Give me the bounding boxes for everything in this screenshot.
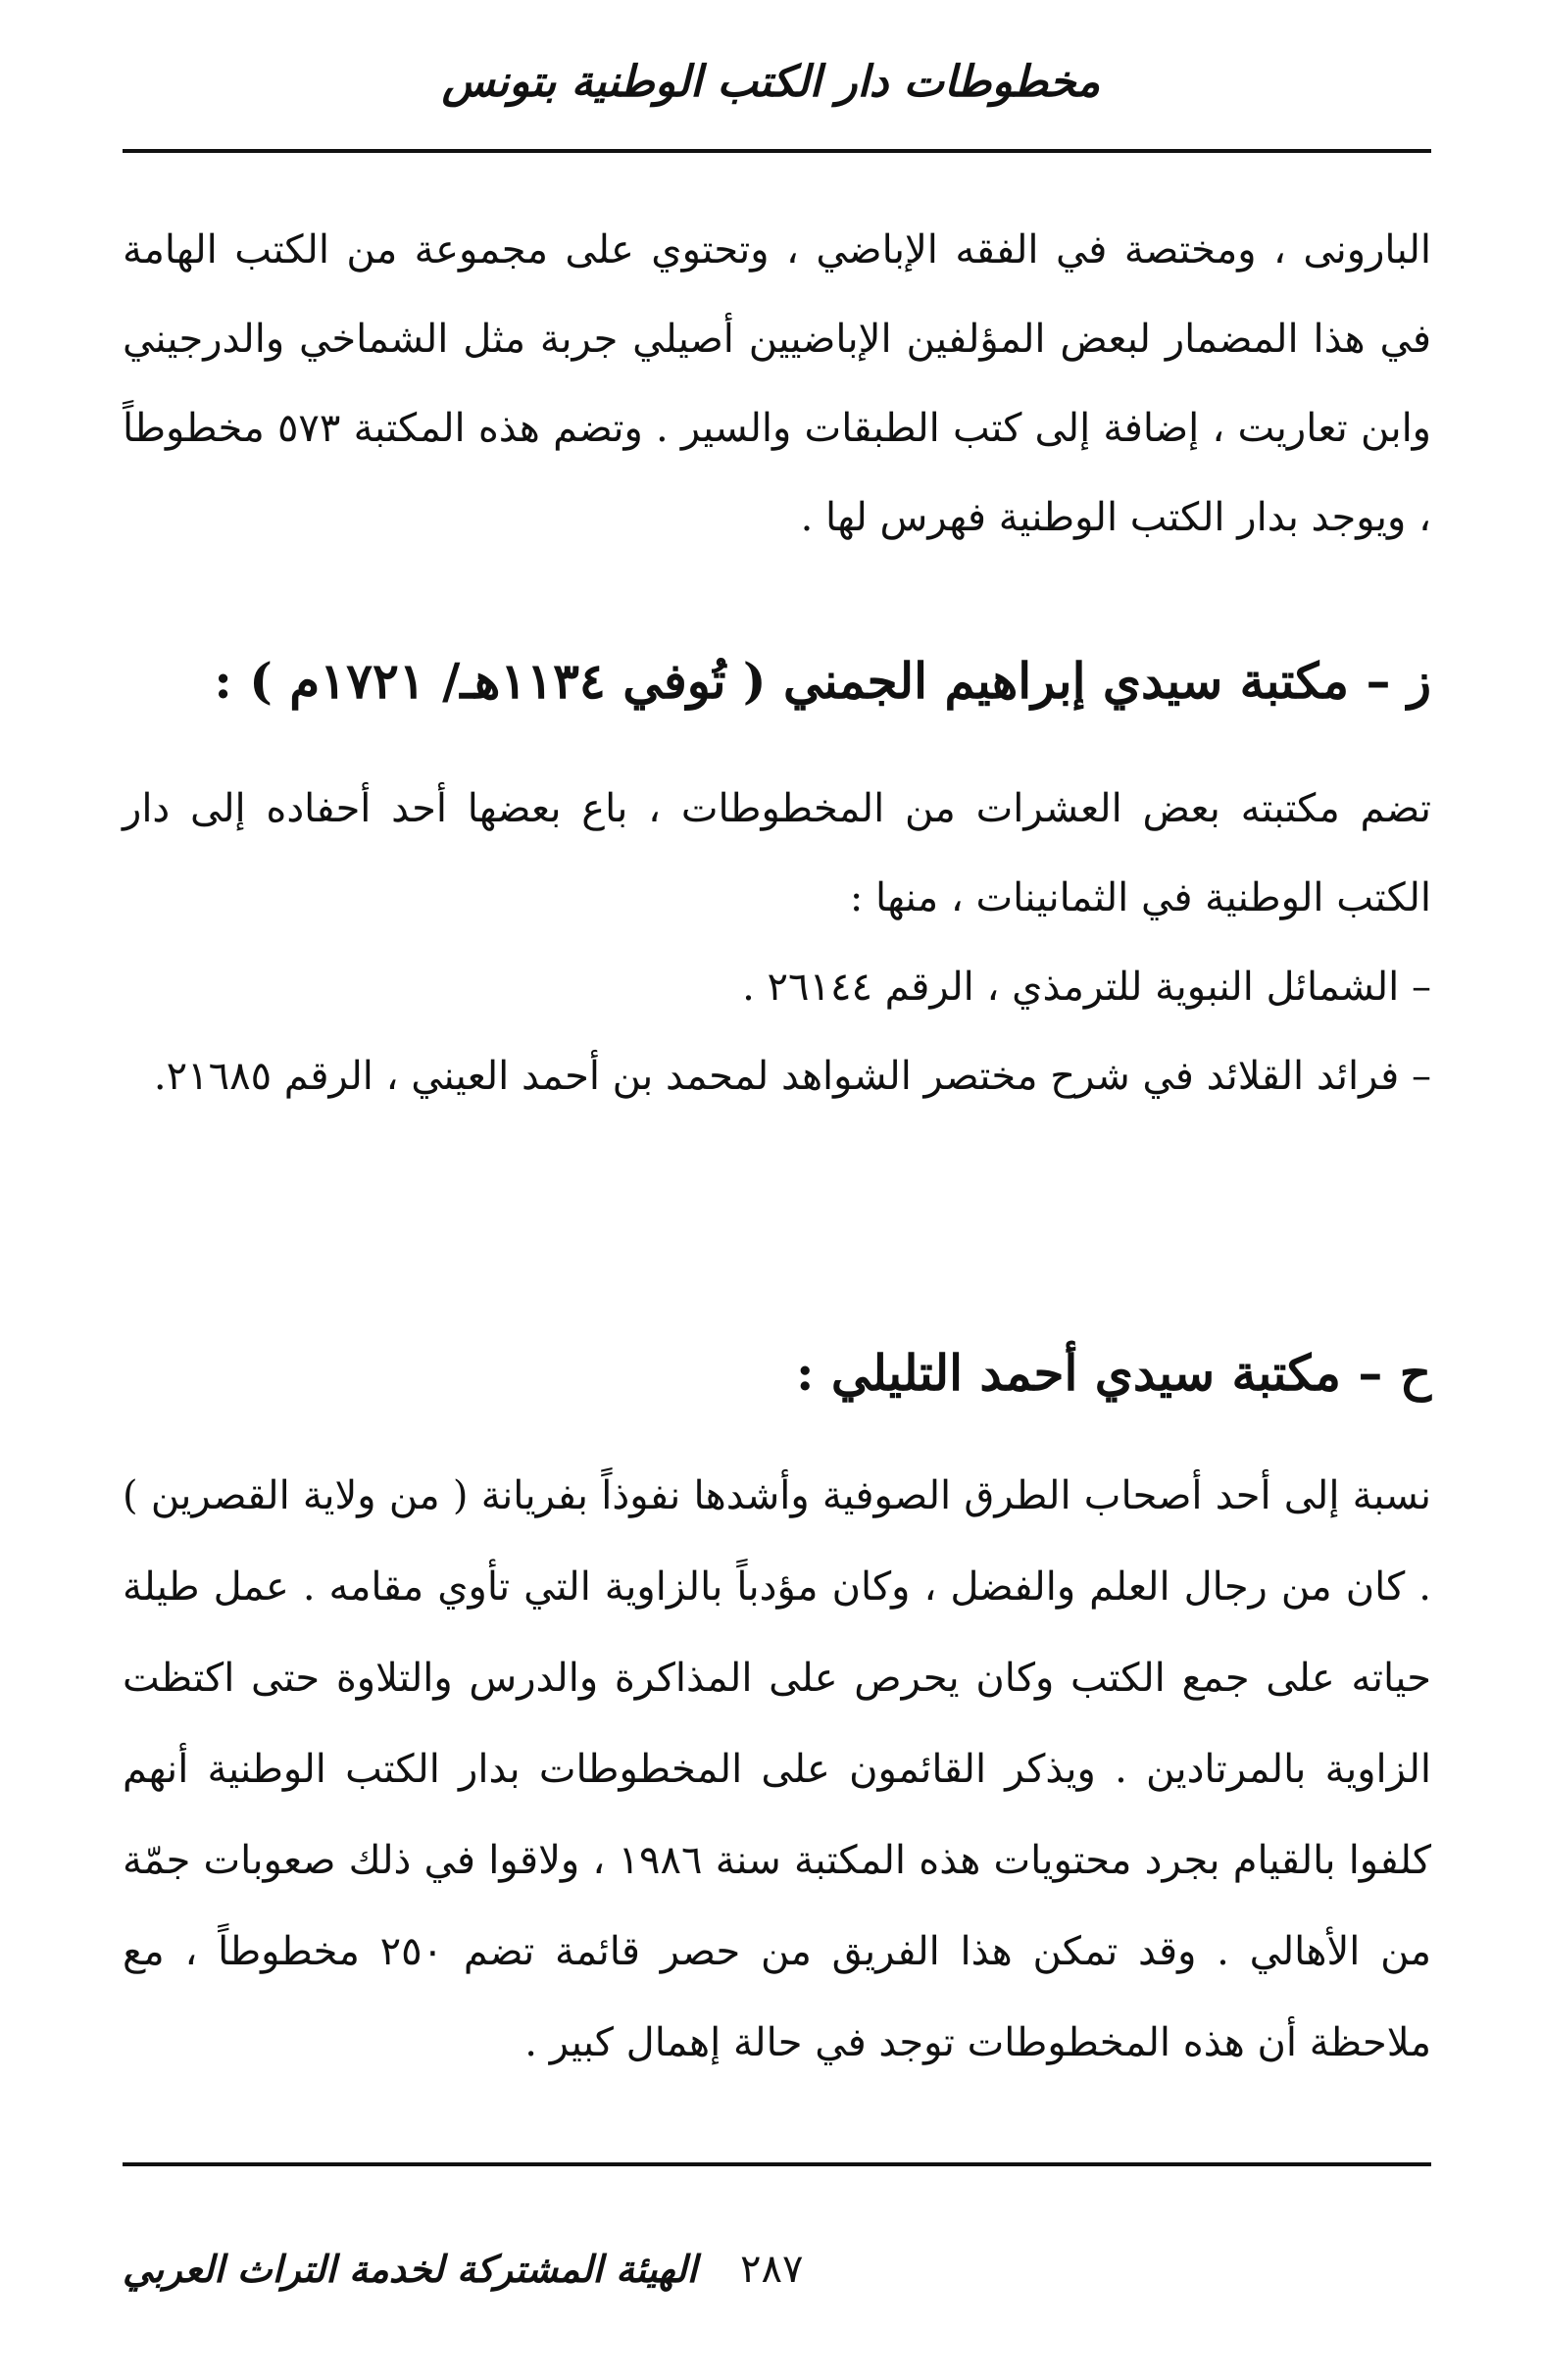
section-intro-jemni: تضم مكتبته بعض العشرات من المخطوطات ، باع بعضها أحد أحفاده إلى دار الكتب الوطنية في الثمانينات ، منها : (123, 786, 1431, 920)
publisher-name: الهيئة المشتركة لخدمة التراث العربي (123, 2247, 698, 2291)
section-heading-tlili: ح – مكتبة سيدي أحمد التليلي : (796, 1344, 1431, 1402)
footer (123, 2247, 1431, 2306)
section-body-jemni (123, 765, 1431, 1121)
paragraph-baruni: البارونى ، ومختصة في الفقه الإباضي ، وتحتوي على مجموعة من الكتب الهامة في هذا المضمار لبعض المؤلفين الإباضيين أصيلي جربة مثل الشماخي والدرجيني وابن تعاريت ، إضافة إلى كتب الطبقات والسير . وتضم هذه المكتبة ٥٧٣ مخطوطاً ، ويوجد بدار الكتب الوطنية فهرس لها . (123, 227, 1432, 540)
page-number: ٢٨٧ (740, 2247, 804, 2292)
list-item: – الشمائل النبوية للترمذي ، الرقم ٢٦١٤٤ . (742, 965, 1431, 1010)
section-heading-jemni: ز – مكتبة سيدي إبراهيم الجمني ( تُوفي ١١٣٤هـ/ ١٧٢١م ) : (214, 652, 1431, 710)
list-item: – فرائد القلائد في شرح مختصر الشواهد لمحمد بن أحمد العيني ، الرقم ٢١٦٨٥. (153, 1054, 1431, 1099)
running-header: مخطوطات دار الكتب الوطنية بتونس (441, 57, 1101, 107)
header-rule (123, 149, 1431, 153)
footer-rule (123, 2162, 1431, 2166)
section-body-tlili: نسبة إلى أحد أصحاب الطرق الصوفية وأشدها نفوذاً بفريانة ( من ولاية القصرين ) . كان من رجال العلم والفضل ، وكان مؤدباً بالزاوية التي تأوي مقامه . عمل طيلة حياته على جمع الكتب وكان يحرص على المذاكرة والدرس والتلاوة حتى اكتظت الزاوية بالمرتادين . ويذكر القائمون على المخطوطات بدار الكتب الوطنية أنهم كلفوا بالقيام بجرد محتويات هذه المكتبة سنة ١٩٨٦ ، ولاقوا في ذلك صعوبات جمّة من الأهالي . وقد تمكن هذا الفريق من حصر قائمة تضم ٢٥٠ مخطوطاً ، مع ملاحظة أن هذه المخطوطات توجد في حالة إهمال كبير . (123, 1473, 1432, 2065)
